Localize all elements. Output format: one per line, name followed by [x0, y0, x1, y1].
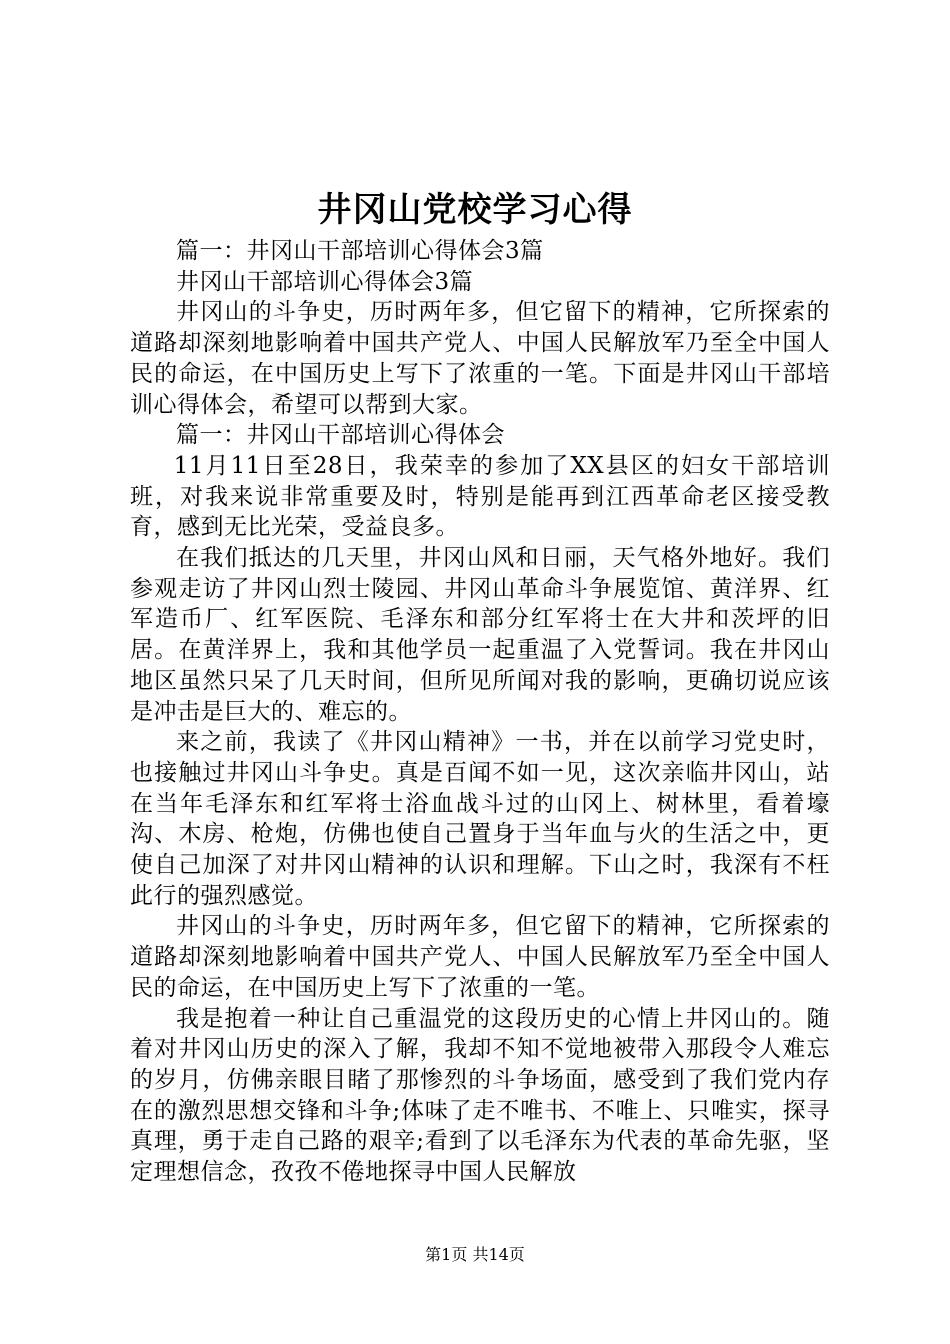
subtitle: 井冈山干部培训心得体会3篇 [176, 268, 474, 295]
document-title: 井冈山党校学习心得 [317, 190, 633, 230]
paragraph: 11月11日至28日，我荣幸的参加了XX县区的妇女干部培训班，对我来说非常重要及时，特别是能再到江西革命老区接受教育，感到无比光荣，受益良多。 [130, 452, 830, 541]
page-number-footer: 第1页 共14页 [425, 1245, 525, 1264]
paragraph: 井冈山的斗争史，历时两年多，但它留下的精神，它所探索的道路却深刻地影响着中国共产党人、中国人民解放军乃至全中国人民的命运，在中国历史上写下了浓重的一笔。下面是井冈山干部培训心得体会，希望可以帮到大家。 [130, 299, 830, 418]
document-body [130, 236, 830, 1188]
paragraph: 来之前，我读了《井冈山精神》一书，并在以前学习党史时，也接触过井冈山斗争史。真是百闻不如一见，这次亲临井冈山，站在当年毛泽东和红军将士浴血战斗过的山冈上、树林里，看着壕沟、木房、枪炮，仿佛也使自己置身于当年血与火的生活之中，更使自己加深了对井冈山精神的认识和理解。下山之时，我深有不枉此行的强烈感觉。 [130, 729, 830, 909]
section-heading: 篇一：井冈山干部培训心得体会 [176, 422, 505, 449]
paragraph: 在我们抵达的几天里，井冈山风和日丽，天气格外地好。我们参观走访了井冈山烈士陵园、井冈山革命斗争展览馆、黄洋界、红军造币厂、红军医院、毛泽东和部分红军将士在大井和茨坪的旧居。在黄洋界上，我和其他学员一起重温了入党誓词。我在井冈山地区虽然只呆了几天时间，但所见所闻对我的影响，更确切说应该是冲击是巨大的、难忘的。 [130, 545, 830, 725]
paragraph: 我是抱着一种让自己重温党的这段历史的心情上井冈山的。随着对井冈山历史的深入了解，我却不知不觉地被带入那段令人难忘的岁月，仿佛亲眼目睹了那惨烈的斗争场面，感受到了我们党内存在的激烈思想交锋和斗争;体味了走不唯书、不唯上、只唯实，探寻真理，勇于走自己路的艰辛;看到了以毛泽东为代表的革命先驱，坚定理想信念，孜孜不倦地探寻中国人民解放 [130, 1005, 830, 1186]
section-heading: 篇一：井冈山干部培训心得体会3篇 [176, 238, 544, 264]
paragraph: 井冈山的斗争史，历时两年多，但它留下的精神，它所探索的道路却深刻地影响着中国共产党人、中国人民解放军乃至全中国人民的命运，在中国历史上写下了浓重的一笔。 [130, 913, 830, 1001]
